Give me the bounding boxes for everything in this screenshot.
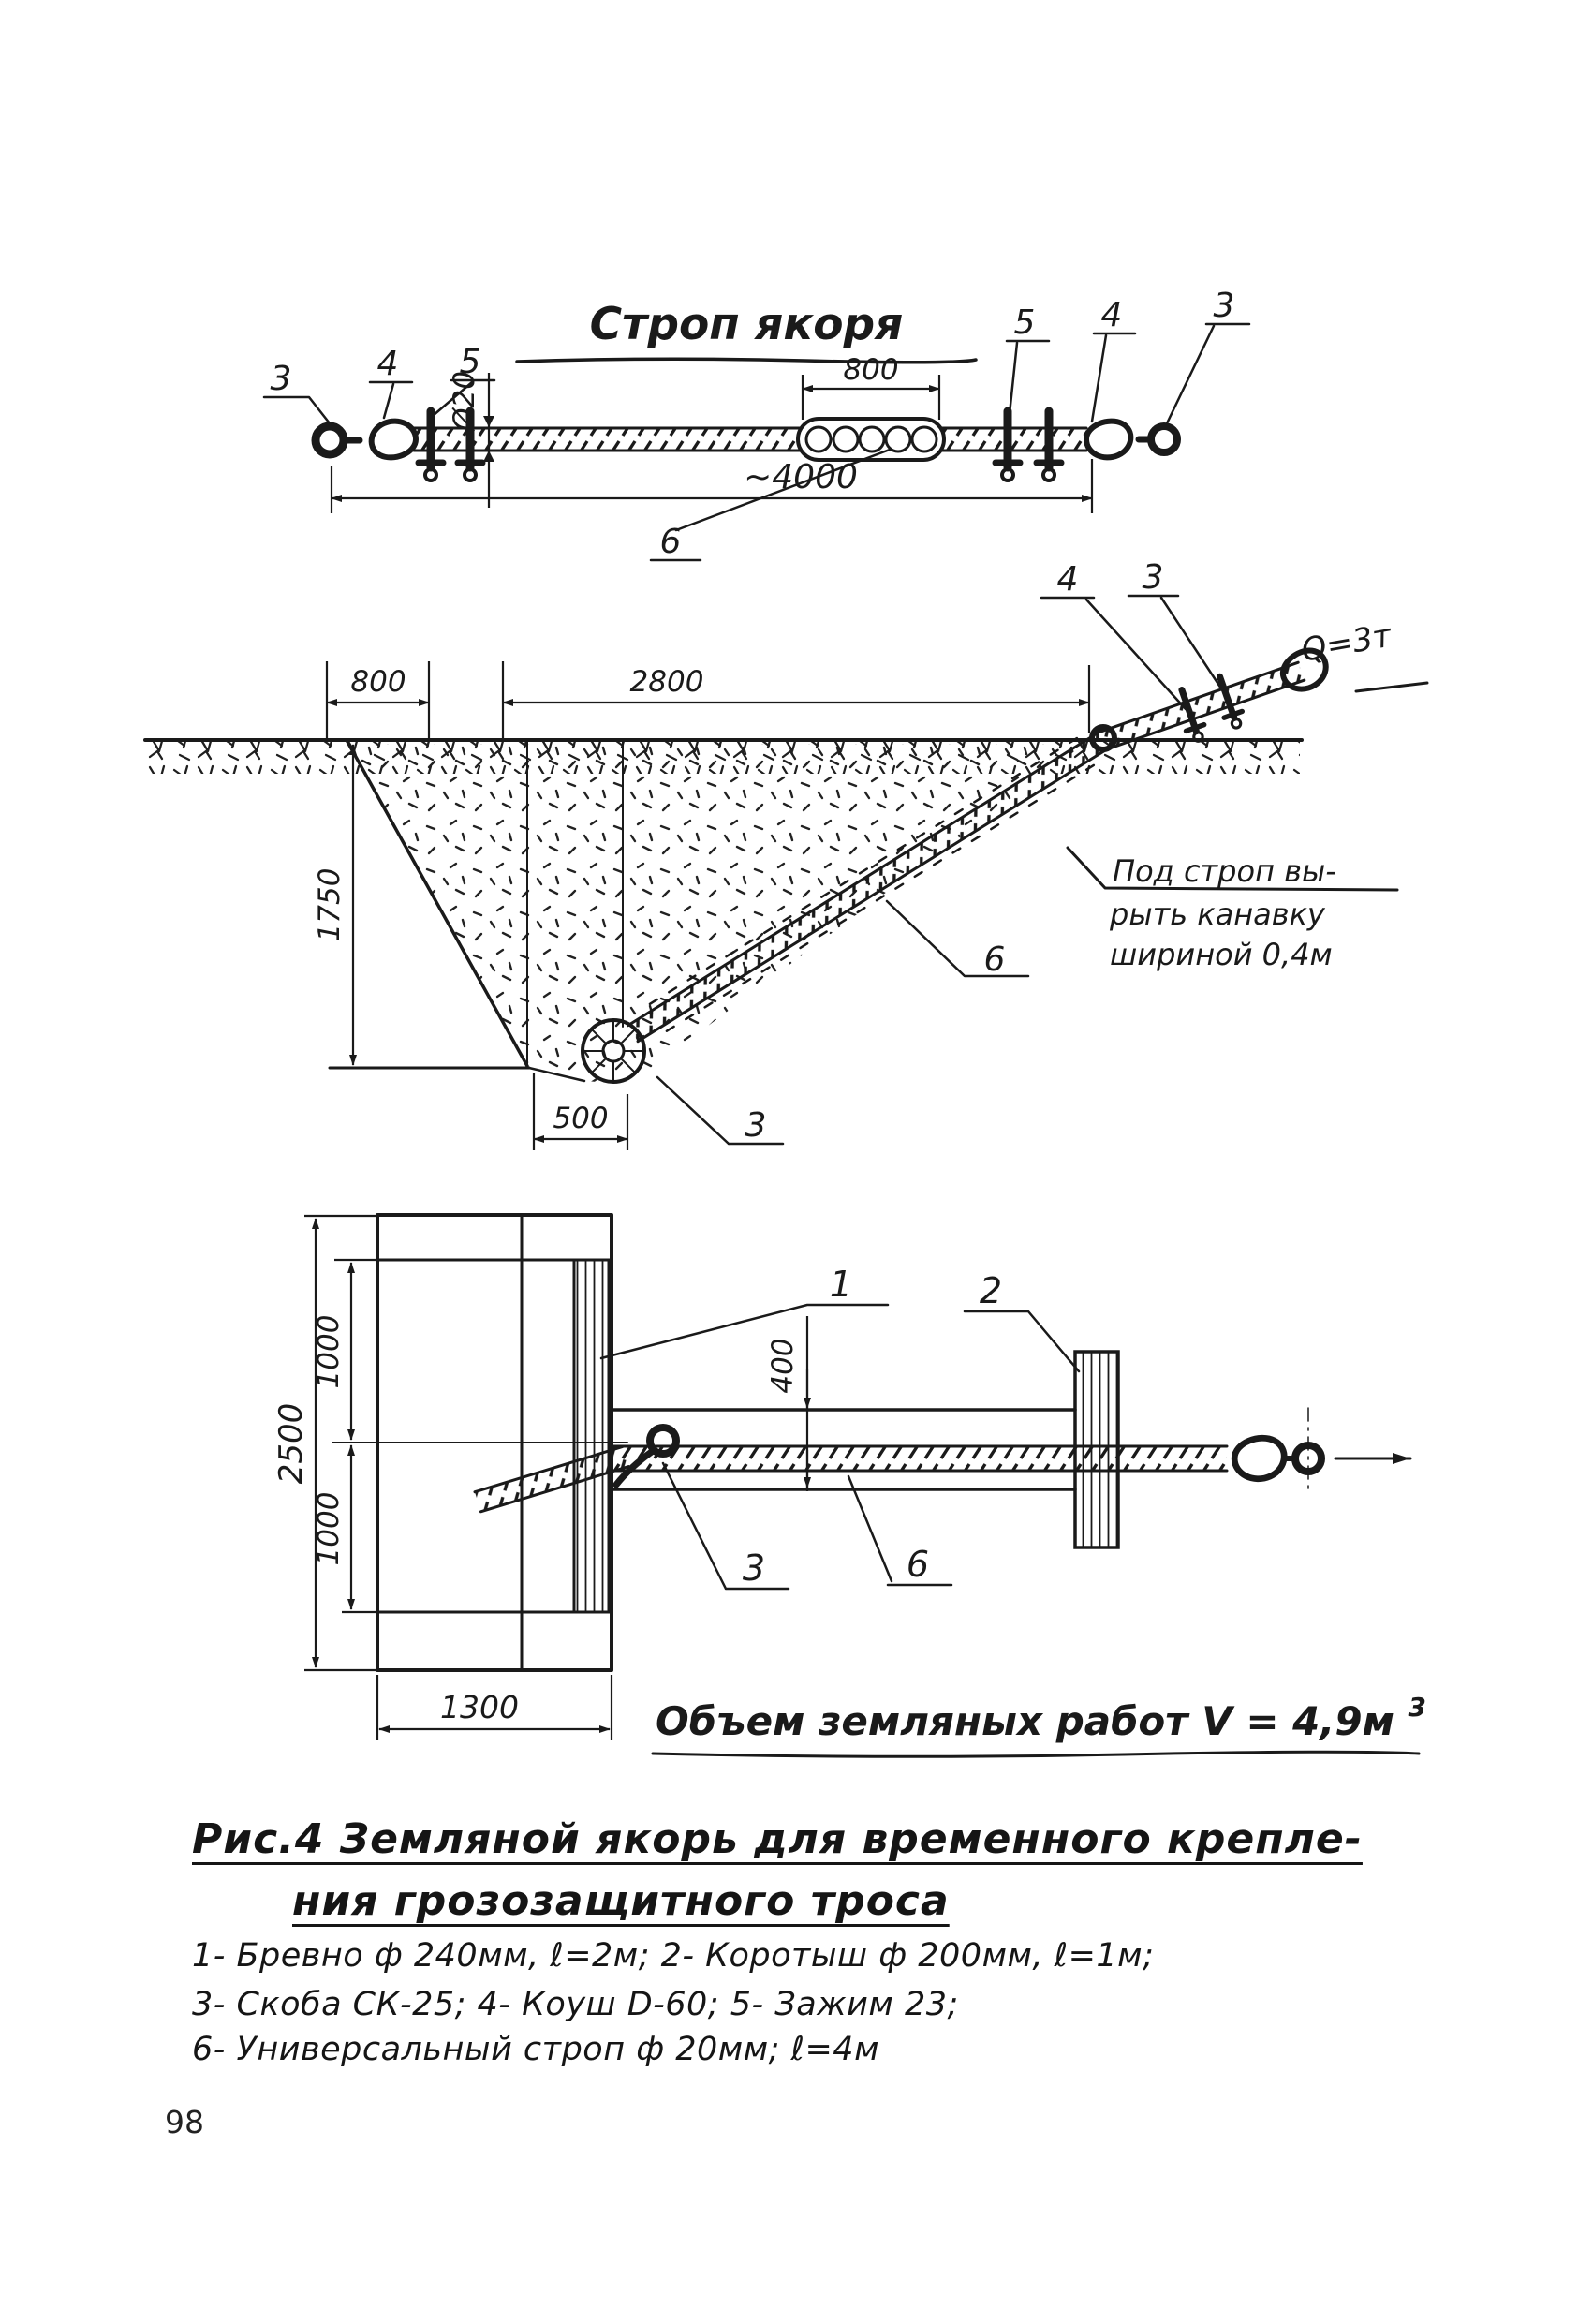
backfill-texture bbox=[348, 744, 1084, 1085]
volume-superscript: 3 bbox=[1408, 1692, 1427, 1723]
dim-half-top-label: 1000 bbox=[312, 1314, 346, 1389]
dim-depth-1750 bbox=[313, 745, 353, 1065]
dim-depth-label: 1750 bbox=[313, 867, 347, 942]
note-line-3: шириной 0,4м bbox=[1110, 937, 1333, 972]
callout-6-rope: 6 bbox=[659, 523, 682, 561]
sling-view bbox=[264, 287, 1249, 561]
trench-note bbox=[1068, 848, 1397, 972]
svg-text:Объем земляных работ V = 4,9м bbox=[656, 1692, 1426, 1744]
plan-callouts bbox=[601, 1264, 1079, 1589]
callout-5-right: 5 bbox=[1013, 303, 1036, 342]
dim-total-label: 2500 bbox=[273, 1402, 310, 1485]
callout-3-bottom: 3 bbox=[745, 1106, 767, 1145]
dim-diameter-label: Ø20 bbox=[448, 371, 481, 431]
dim-width-1300 bbox=[377, 1675, 612, 1740]
note-line-1: Под строп вы- bbox=[1113, 853, 1336, 889]
sling-wrap-section bbox=[798, 419, 944, 460]
callout-4-right: 4 bbox=[1100, 296, 1123, 334]
callout-3-top: 3 bbox=[1142, 558, 1164, 597]
pull-line-stub bbox=[1356, 683, 1427, 691]
left-thimble-icon bbox=[372, 422, 416, 458]
dim-length-4000 bbox=[332, 458, 1092, 513]
dim-width-label: 1300 bbox=[440, 1689, 519, 1725]
callout-1-log: 1 bbox=[829, 1264, 853, 1305]
right-ring-shackle bbox=[1151, 426, 1177, 452]
dim-half-bottom-1000 bbox=[312, 1445, 377, 1612]
dim-opening-label: 800 bbox=[350, 665, 406, 699]
section-view bbox=[145, 558, 1427, 1150]
figure-caption-line-1: Рис.4 Земляной якорь для временного крепле- bbox=[192, 1815, 1363, 1863]
callout-6-rope: 6 bbox=[906, 1544, 930, 1585]
dim-half-bottom-label: 1000 bbox=[312, 1491, 346, 1566]
load-label: Q=3т bbox=[1298, 616, 1394, 670]
page-number: 98 bbox=[165, 2104, 204, 2140]
legend-line-2: 3- Скоба СК-25; 4- Коуш D-60; 5- Зажим 23; bbox=[192, 1986, 959, 2023]
callout-6-rope: 6 bbox=[983, 940, 1006, 979]
sling-rope bbox=[414, 428, 1086, 451]
callout-3-right: 3 bbox=[1213, 287, 1235, 325]
figure-caption-line-2: ния грозозащитного троса bbox=[292, 1877, 950, 1925]
callout-4-thimble: 4 bbox=[1056, 560, 1079, 599]
plan-thimble bbox=[1234, 1408, 1410, 1493]
volume-text: Объем земляных работ V = 4,9м bbox=[656, 1698, 1394, 1744]
dim-half-top-1000 bbox=[312, 1260, 377, 1440]
legend-line-3: 6- Универсальный строп ф 20мм; ℓ=4м bbox=[192, 2031, 879, 2068]
callout-5-left: 5 bbox=[459, 343, 481, 381]
dim-bottom-500 bbox=[534, 1073, 627, 1150]
dim-span-2800 bbox=[503, 661, 1089, 740]
callout-4-left: 4 bbox=[376, 345, 399, 383]
sling-title: Строп якоря bbox=[589, 299, 904, 350]
callout-3-shackle: 3 bbox=[742, 1547, 766, 1589]
title-underline bbox=[517, 359, 976, 363]
right-thimble-icon bbox=[1086, 422, 1130, 458]
stub-log-plan bbox=[1075, 1352, 1118, 1547]
note-line-2: рыть канавку bbox=[1110, 896, 1325, 932]
volume-underline bbox=[653, 1752, 1419, 1756]
dim-length-label: ~4000 bbox=[744, 458, 858, 496]
callout-3-left: 3 bbox=[270, 360, 292, 398]
dim-trench-label: 400 bbox=[766, 1338, 800, 1394]
main-log-plan bbox=[574, 1260, 609, 1612]
dim-bottom-label: 500 bbox=[553, 1102, 609, 1135]
dim-wrap-label: 800 bbox=[843, 353, 899, 387]
legend-line-1: 1- Бревно ф 240мм, ℓ=2м; 2- Коротыш ф 200мм, ℓ=1м; bbox=[192, 1937, 1155, 1975]
volume-note bbox=[653, 1692, 1426, 1756]
callout-2-stub: 2 bbox=[979, 1270, 1003, 1311]
plan-view bbox=[273, 1215, 1426, 1756]
dim-span-label: 2800 bbox=[629, 665, 704, 699]
dim-opening-800 bbox=[327, 661, 429, 740]
left-ring-shackle bbox=[316, 426, 344, 454]
